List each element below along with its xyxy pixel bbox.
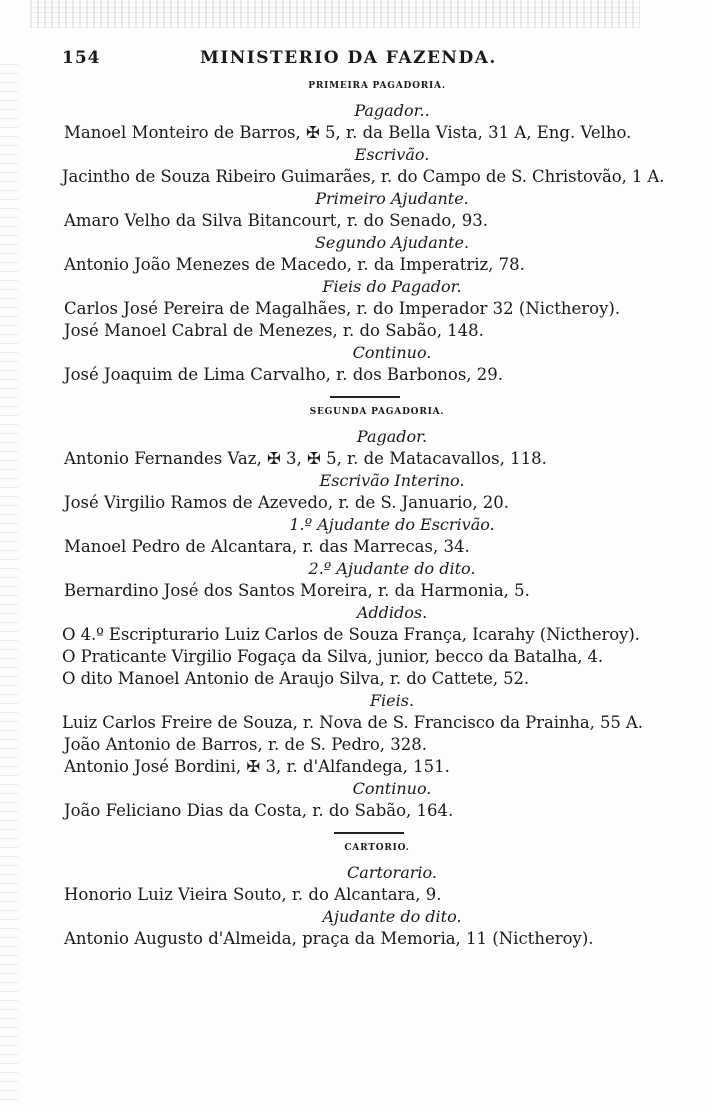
entry-line: Manoel Monteiro de Barros, ✠ 5, r. da Bella Vista, 31 A, Eng. Velho. (64, 123, 632, 142)
running-title: MINISTERIO DA FAZENDA. (200, 48, 497, 68)
role-heading: Escrivão. (354, 145, 430, 164)
page-content (0, 78, 714, 950)
role-heading: Pagador.. (354, 101, 430, 120)
entry-line: Carlos José Pereira de Magalhães, r. do Imperador 32 (Nictheroy). (64, 299, 621, 318)
section-divider (330, 396, 400, 398)
role-heading: 1.º Ajudante do Escrivão. (289, 515, 495, 534)
entry-line: Amaro Velho da Silva Bitancourt, r. do Senado, 93. (64, 211, 488, 230)
entry-line: Antonio João Menezes de Macedo, r. da Imperatriz, 78. (64, 255, 525, 274)
section-heading: CARTORIO. (344, 843, 410, 853)
role-heading: Ajudante do dito. (322, 907, 462, 926)
role-heading: Cartorario. (347, 863, 437, 882)
role-heading: Fieis do Pagador. (322, 277, 462, 296)
section-cartorio (0, 840, 714, 950)
entry-line: Antonio Augusto d'Almeida, praça da Memoria, 11 (Nictheroy). (64, 929, 594, 948)
role-heading: Pagador. (356, 427, 428, 446)
entry-line: O Praticante Virgilio Fogaça da Silva, junior, becco da Batalha, 4. (62, 647, 604, 666)
entry-line: Luiz Carlos Freire de Souza, r. Nova de S. Francisco da Prainha, 55 A. (62, 713, 643, 732)
entry-line: Bernardino José dos Santos Moreira, r. da Harmonia, 5. (64, 581, 530, 600)
page-number: 154 (62, 48, 101, 68)
scan-noise (30, 0, 640, 28)
entry-line: O 4.º Escripturario Luiz Carlos de Souza França, Icarahy (Nictheroy). (62, 625, 640, 644)
entry-line: José Virgilio Ramos de Azevedo, r. de S. Januario, 20. (64, 493, 510, 512)
role-heading: Continuo. (352, 343, 432, 362)
role-heading: Continuo. (352, 779, 432, 798)
section-heading: PRIMEIRA PAGADORIA. (308, 81, 446, 91)
entry-line: José Manoel Cabral de Menezes, r. do Sabão, 148. (64, 321, 484, 340)
entry-line: Honorio Luiz Vieira Souto, r. do Alcantara, 9. (64, 885, 442, 904)
section-divider (334, 832, 404, 834)
page-header (0, 48, 714, 74)
role-heading: Segundo Ajudante. (314, 233, 470, 252)
section-primeira-pagadoria (0, 78, 714, 386)
role-heading: Addidos. (356, 603, 428, 622)
role-heading: Primeiro Ajudante. (315, 189, 469, 208)
section-segunda-pagadoria (0, 404, 714, 822)
entry-line: Antonio José Bordini, ✠ 3, r. d'Alfandega, 151. (64, 757, 450, 776)
entry-line: Jacintho de Souza Ribeiro Guimarães, r. do Campo de S. Christovão, 1 A. (62, 167, 665, 186)
role-heading: 2.º Ajudante do dito. (308, 559, 476, 578)
entry-line: Antonio Fernandes Vaz, ✠ 3, ✠ 5, r. de Matacavallos, 118. (64, 449, 547, 468)
entry-line: Manoel Pedro de Alcantara, r. das Marrecas, 34. (64, 537, 470, 556)
entry-line: O dito Manoel Antonio de Araujo Silva, r. do Cattete, 52. (62, 669, 530, 688)
role-heading: Escrivão Interino. (319, 471, 465, 490)
entry-line: José Joaquim de Lima Carvalho, r. dos Barbonos, 29. (64, 365, 504, 384)
role-heading: Fieis. (369, 691, 415, 710)
section-heading: SEGUNDA PAGADORIA. (309, 407, 445, 417)
entry-line: João Feliciano Dias da Costa, r. do Sabão, 164. (64, 801, 454, 820)
entry-line: João Antonio de Barros, r. de S. Pedro, 328. (64, 735, 428, 754)
